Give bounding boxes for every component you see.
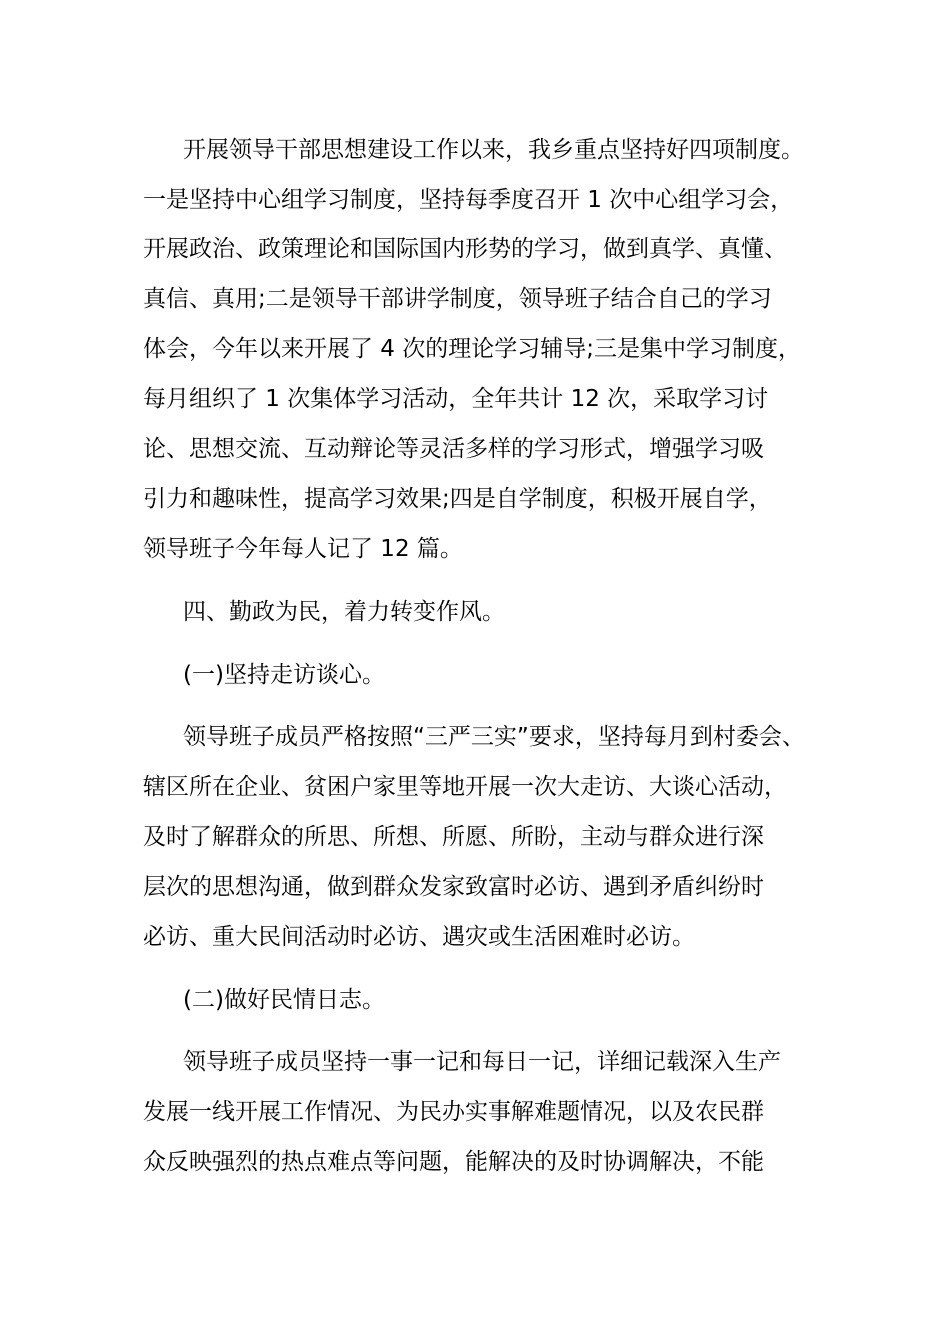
text-line: 每月组织了 1 次集体学习活动，全年共计 12 次，采取学习讨	[143, 386, 769, 412]
text-line: 领导班子今年每人记了 12 篇。	[143, 536, 463, 562]
text-line: 论、思想交流、互动辩论等灵活多样的学习形式，增强学习吸	[143, 436, 764, 462]
text-line: 层次的思想沟通，做到群众发家致富时必访、遇到矛盾纠纷时	[143, 874, 764, 900]
text-line: 体会，今年以来开展了 4 次的理论学习辅导;三是集中学习制度，	[143, 336, 802, 362]
text-line: 引力和趣味性，提高学习效果;四是自学制度，积极开展自学，	[143, 486, 772, 512]
subsection-heading: (一)坚持走访谈心。	[183, 662, 385, 688]
text-line: 众反映强烈的热点难点等问题，能解决的及时协调解决，不能	[143, 1149, 764, 1175]
text-line: 必访、重大民间活动时必访、遇灾或生活困难时必访。	[143, 924, 695, 950]
text-line: 一是坚持中心组学习制度，坚持每季度召开 1 次中心组学习会，	[143, 187, 794, 213]
text-line: 发展一线开展工作情况、为民办实事解难题情况，以及农民群	[143, 1099, 764, 1125]
text-line: 开展领导干部思想建设工作以来，我乡重点坚持好四项制度。	[183, 137, 804, 163]
text-line: 领导班子成员严格按照“三严三实”要求，坚持每月到村委会、	[183, 724, 805, 750]
text-line: 及时了解群众的所思、所想、所愿、所盼，主动与群众进行深	[143, 824, 764, 850]
text-line: 辖区所在企业、贫困户家里等地开展一次大走访、大谈心活动，	[143, 774, 787, 800]
text-line: 领导班子成员坚持一事一记和每日一记，详细记载深入生产	[183, 1049, 781, 1075]
text-line: 开展政治、政策理论和国际国内形势的学习，做到真学、真懂、	[143, 236, 787, 262]
section-heading: 四、勤政为民，着力转变作风。	[183, 599, 505, 625]
text-line: 真信、真用;二是领导干部讲学制度，领导班子结合自己的学习	[143, 286, 772, 312]
subsection-heading: (二)做好民情日志。	[183, 987, 385, 1013]
